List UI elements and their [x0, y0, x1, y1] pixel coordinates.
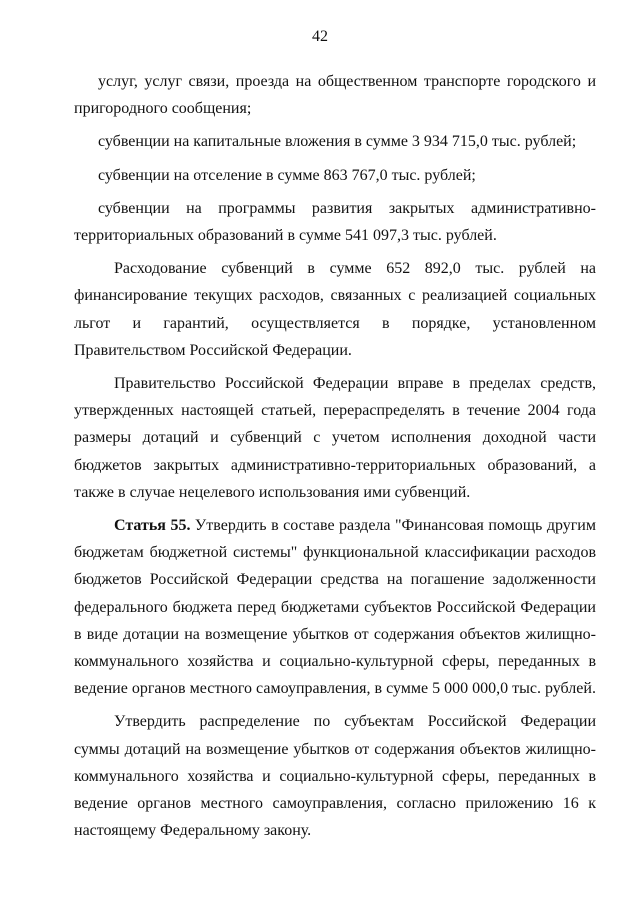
paragraph-capital-subvention: субвенции на капитальные вложения в сумме 3 934 715,0 тыс. рублей; — [98, 133, 577, 151]
paragraph-distribution: Утвердить распределение по субъектам Российской Федерации суммы дотаций на возмещение убытков от содержания объектов жилищно-коммунального хозяйства и социально-культурной сферы, переданных в ведение органов местного самоуправления, согласно приложению 16 к настоящему Федеральному закону. — [74, 713, 596, 840]
article-text: Утвердить в составе раздела "Финансовая помощь другим бюджетам бюджетной системы" функциональной классификации расходов бюджетов Российской Федерации средства на погашение задолженности федерального бюджета перед бюджетами субъектов Российской Федерации в виде дотации на возмещение убытков от содержания объектов жилищно-коммунального хозяйства и социально-культурной сферы, переданных в ведение органов местного самоуправления, в сумме 5 000 000,0 тыс. рублей. — [74, 517, 596, 698]
paragraph-article-55 — [74, 512, 596, 702]
document-body — [74, 68, 596, 850]
paragraph-government-rights: Правительство Российской Федерации вправе в пределах средств, утвержденных настоящей статьей, перераспределять в течение 2004 года размеры дотаций и субвенций с учетом исполнения доходной части бюджетов закрытых административно-территориальных образований, а также в случае нецелевого использования ими субвенций. — [74, 375, 596, 501]
page-number: 42 — [312, 28, 328, 45]
article-label: Статья 55. — [114, 517, 191, 535]
paragraph-programs-subvention: субвенции на программы развития закрытых административно-территориальных образований в сумме 541 097,3 тыс. рублей. — [74, 199, 596, 245]
paragraph-services: услуг, услуг связи, проезда на общественном транспорте городского и пригородного сообщения; — [74, 73, 596, 118]
paragraph-resettlement-subvention: субвенции на отселение в сумме 863 767,0 тыс. рублей; — [98, 166, 476, 184]
paragraph-expenditure: Расходование субвенций в сумме 652 892,0 тыс. рублей на финансирование текущих расходов, связанных с реализацией социальных льгот и гарантий, осуществляется в порядке, установленном Правительством Российской Федерации. — [74, 260, 596, 359]
